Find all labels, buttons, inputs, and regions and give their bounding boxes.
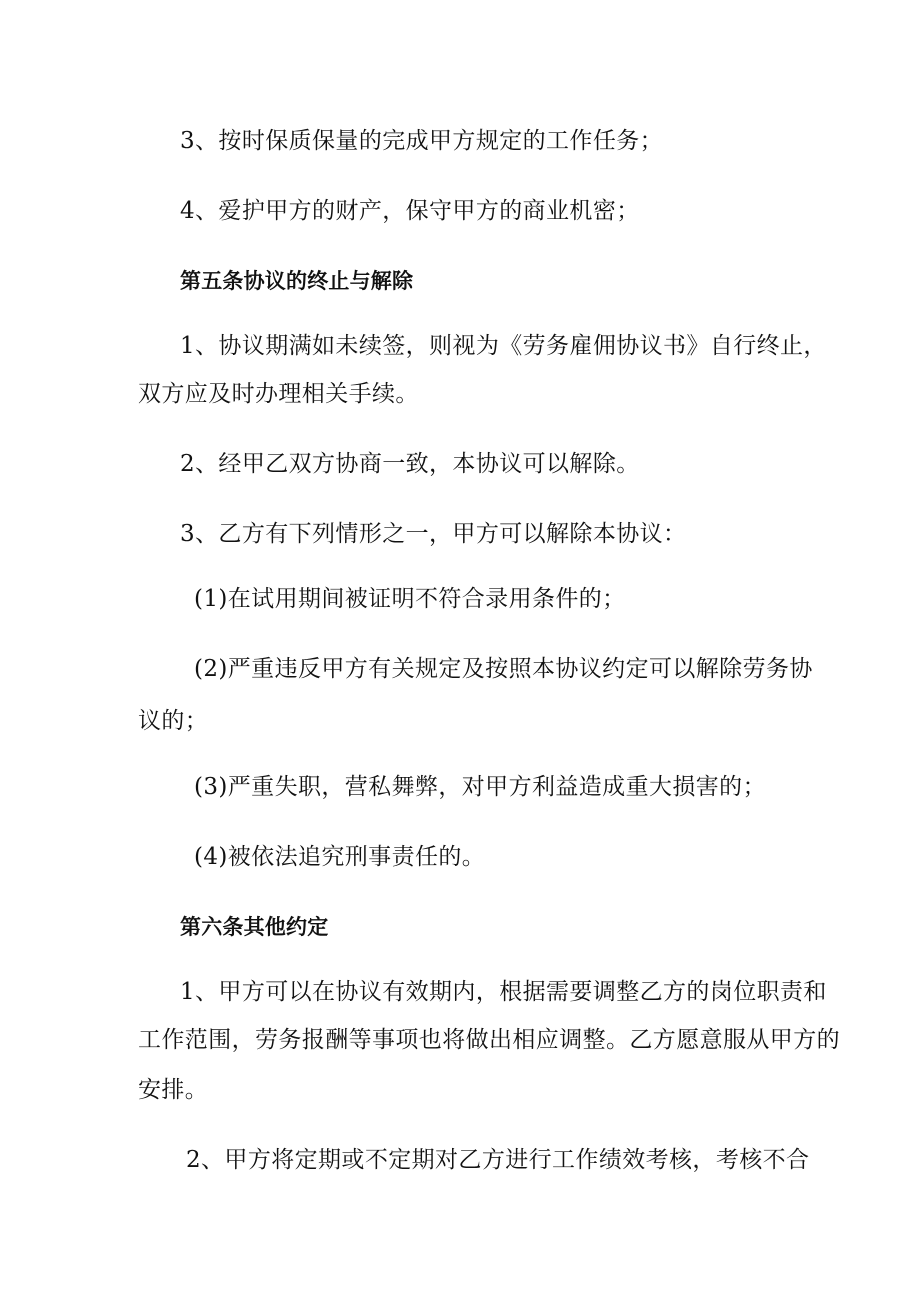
list-item: (2)严重违反甲方有关规定及按照本协议约定可以解除劳务协: [194, 656, 813, 682]
paragraph-line: 2、甲方将定期或不定期对乙方进行工作绩效考核，考核不合: [186, 1147, 810, 1173]
list-item-continuation: 议的；: [138, 708, 209, 734]
section-heading: 第六条其他约定: [180, 915, 329, 939]
list-item: (4)被依法追究刑事责任的。: [194, 844, 486, 870]
section-heading: 第五条协议的终止与解除: [180, 269, 414, 293]
paragraph-line: 双方应及时办理相关手续。: [138, 381, 419, 407]
paragraph-line: 1、甲方可以在协议有效期内，根据需要调整乙方的岗位职责和: [180, 979, 827, 1005]
paragraph-line: 2、经甲乙双方协商一致，本协议可以解除。: [180, 451, 640, 477]
paragraph-line: 安排。: [138, 1077, 209, 1103]
paragraph-line: 1、协议期满如未续签，则视为《劳务雇佣协议书》自行终止，: [180, 333, 827, 359]
paragraph-line: 工作范围，劳务报酬等事项也将做出相应调整。乙方愿意服从甲方的: [138, 1027, 840, 1053]
list-item: (1)在试用期间被证明不符合录用条件的；: [194, 586, 626, 612]
list-item: (3)严重失职，营私舞弊，对甲方利益造成重大损害的；: [194, 774, 766, 800]
paragraph-line: 4、爱护甲方的财产，保守甲方的商业机密；: [180, 198, 640, 224]
paragraph-line: 3、乙方有下列情形之一，甲方可以解除本协议：: [180, 521, 687, 547]
paragraph-line: 3、按时保质保量的完成甲方规定的工作任务；: [180, 128, 664, 154]
